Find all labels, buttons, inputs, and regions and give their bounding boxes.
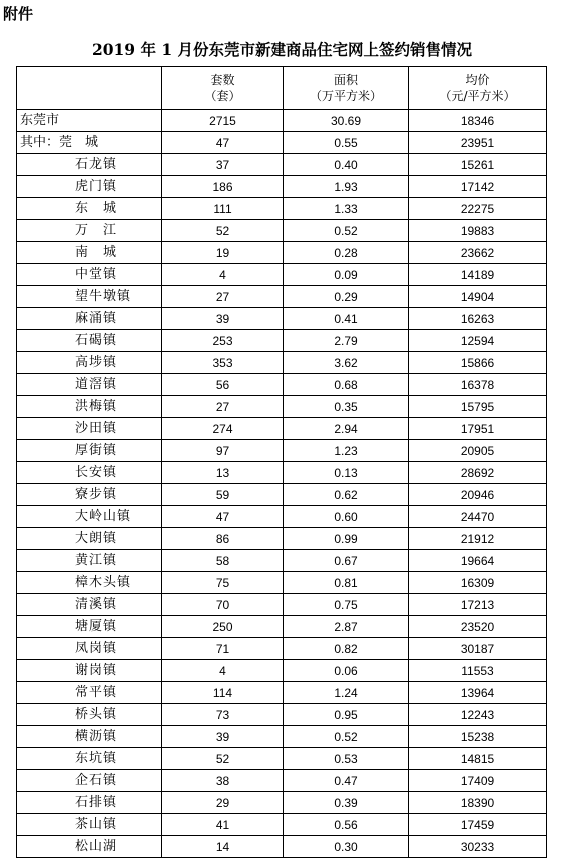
cell-region: 望牛墩镇 xyxy=(17,286,162,308)
cell-units: 56 xyxy=(162,374,284,396)
cell-units: 353 xyxy=(162,352,284,374)
cell-units: 73 xyxy=(162,704,284,726)
table-row xyxy=(17,484,547,506)
cell-region: 大朗镇 xyxy=(17,528,162,550)
cell-units: 27 xyxy=(162,396,284,418)
cell-units: 52 xyxy=(162,220,284,242)
table-row xyxy=(17,660,547,682)
cell-units: 75 xyxy=(162,572,284,594)
cell-price: 12243 xyxy=(409,704,547,726)
table-row xyxy=(17,242,547,264)
cell-price: 12594 xyxy=(409,330,547,352)
cell-area: 1.23 xyxy=(284,440,409,462)
cell-area: 0.55 xyxy=(284,132,409,154)
cell-region: 石排镇 xyxy=(17,792,162,814)
cell-price: 15866 xyxy=(409,352,547,374)
cell-price: 16309 xyxy=(409,572,547,594)
cell-units: 27 xyxy=(162,286,284,308)
cell-price: 19664 xyxy=(409,550,547,572)
cell-price: 16378 xyxy=(409,374,547,396)
cell-price: 23951 xyxy=(409,132,547,154)
cell-region: 横沥镇 xyxy=(17,726,162,748)
cell-price: 23520 xyxy=(409,616,547,638)
cell-units: 97 xyxy=(162,440,284,462)
cell-price: 14189 xyxy=(409,264,547,286)
sales-table xyxy=(16,66,547,858)
cell-price: 15261 xyxy=(409,154,547,176)
cell-region: 麻涌镇 xyxy=(17,308,162,330)
header-units-label: 套数 xyxy=(210,73,235,87)
table-row xyxy=(17,176,547,198)
cell-region: 其中：莞 城 xyxy=(17,132,162,154)
cell-price: 30233 xyxy=(409,836,547,858)
table-row xyxy=(17,770,547,792)
cell-units: 39 xyxy=(162,308,284,330)
cell-area: 0.75 xyxy=(284,594,409,616)
cell-area: 3.62 xyxy=(284,352,409,374)
cell-price: 18390 xyxy=(409,792,547,814)
cell-price: 20946 xyxy=(409,484,547,506)
sales-table-body xyxy=(17,67,547,858)
cell-area: 0.29 xyxy=(284,286,409,308)
cell-price: 20905 xyxy=(409,440,547,462)
table-row xyxy=(17,550,547,572)
cell-units: 111 xyxy=(162,198,284,220)
cell-area: 30.69 xyxy=(284,110,409,132)
cell-region: 凤岗镇 xyxy=(17,638,162,660)
cell-price: 17409 xyxy=(409,770,547,792)
cell-area: 0.53 xyxy=(284,748,409,770)
table-row xyxy=(17,396,547,418)
table-row xyxy=(17,440,547,462)
cell-region: 东莞市 xyxy=(17,110,162,132)
cell-price: 22275 xyxy=(409,198,547,220)
cell-units: 253 xyxy=(162,330,284,352)
cell-price: 16263 xyxy=(409,308,547,330)
header-price-label: 均价 xyxy=(465,73,490,87)
cell-area: 1.33 xyxy=(284,198,409,220)
table-row xyxy=(17,528,547,550)
cell-area: 0.56 xyxy=(284,814,409,836)
table-row xyxy=(17,814,547,836)
cell-units: 250 xyxy=(162,616,284,638)
table-row xyxy=(17,726,547,748)
cell-region: 企石镇 xyxy=(17,770,162,792)
cell-region: 石龙镇 xyxy=(17,154,162,176)
cell-region: 万 江 xyxy=(17,220,162,242)
header-price-unit: （元/平方米） xyxy=(439,89,516,103)
cell-price: 21912 xyxy=(409,528,547,550)
cell-area: 0.62 xyxy=(284,484,409,506)
cell-units: 37 xyxy=(162,154,284,176)
header-cell-area xyxy=(284,67,409,110)
cell-region: 桥头镇 xyxy=(17,704,162,726)
cell-region: 长安镇 xyxy=(17,462,162,484)
header-area-label: 面积 xyxy=(333,73,358,87)
header-units-unit: （套） xyxy=(204,89,241,103)
cell-region: 中堂镇 xyxy=(17,264,162,286)
table-row xyxy=(17,704,547,726)
cell-area: 0.39 xyxy=(284,792,409,814)
cell-area: 0.30 xyxy=(284,836,409,858)
table-row xyxy=(17,792,547,814)
cell-area: 0.52 xyxy=(284,220,409,242)
cell-price: 14904 xyxy=(409,286,547,308)
cell-units: 47 xyxy=(162,506,284,528)
cell-units: 41 xyxy=(162,814,284,836)
cell-area: 1.24 xyxy=(284,682,409,704)
cell-area: 0.47 xyxy=(284,770,409,792)
cell-area: 1.93 xyxy=(284,176,409,198)
table-row xyxy=(17,638,547,660)
cell-price: 18346 xyxy=(409,110,547,132)
table-row xyxy=(17,418,547,440)
cell-area: 0.68 xyxy=(284,374,409,396)
table-row xyxy=(17,682,547,704)
table-row xyxy=(17,110,547,132)
cell-area: 0.09 xyxy=(284,264,409,286)
cell-units: 70 xyxy=(162,594,284,616)
cell-units: 58 xyxy=(162,550,284,572)
cell-units: 4 xyxy=(162,660,284,682)
cell-price: 14815 xyxy=(409,748,547,770)
cell-area: 0.60 xyxy=(284,506,409,528)
cell-area: 0.52 xyxy=(284,726,409,748)
cell-region: 大岭山镇 xyxy=(17,506,162,528)
cell-units: 114 xyxy=(162,682,284,704)
cell-units: 71 xyxy=(162,638,284,660)
cell-region: 塘厦镇 xyxy=(17,616,162,638)
cell-region: 沙田镇 xyxy=(17,418,162,440)
table-row xyxy=(17,594,547,616)
cell-price: 23662 xyxy=(409,242,547,264)
cell-price: 11553 xyxy=(409,660,547,682)
cell-units: 19 xyxy=(162,242,284,264)
cell-units: 52 xyxy=(162,748,284,770)
cell-area: 0.41 xyxy=(284,308,409,330)
cell-units: 59 xyxy=(162,484,284,506)
table-row xyxy=(17,352,547,374)
table-row xyxy=(17,330,547,352)
cell-price: 19883 xyxy=(409,220,547,242)
cell-units: 38 xyxy=(162,770,284,792)
cell-units: 186 xyxy=(162,176,284,198)
cell-units: 13 xyxy=(162,462,284,484)
table-row xyxy=(17,286,547,308)
table-row xyxy=(17,308,547,330)
cell-price: 17459 xyxy=(409,814,547,836)
header-cell-units xyxy=(162,67,284,110)
table-row xyxy=(17,154,547,176)
table-row xyxy=(17,616,547,638)
cell-units: 86 xyxy=(162,528,284,550)
table-row xyxy=(17,572,547,594)
table-row xyxy=(17,264,547,286)
cell-area: 0.40 xyxy=(284,154,409,176)
table-header-row xyxy=(17,67,547,110)
cell-area: 2.94 xyxy=(284,418,409,440)
table-row xyxy=(17,462,547,484)
cell-price: 24470 xyxy=(409,506,547,528)
cell-area: 0.13 xyxy=(284,462,409,484)
cell-region: 石碣镇 xyxy=(17,330,162,352)
table-row xyxy=(17,220,547,242)
cell-region: 常平镇 xyxy=(17,682,162,704)
table-row xyxy=(17,132,547,154)
cell-region: 茶山镇 xyxy=(17,814,162,836)
cell-area: 0.82 xyxy=(284,638,409,660)
cell-region: 洪梅镇 xyxy=(17,396,162,418)
cell-units: 29 xyxy=(162,792,284,814)
table-row xyxy=(17,374,547,396)
cell-region: 清溪镇 xyxy=(17,594,162,616)
header-cell-price xyxy=(409,67,547,110)
cell-units: 39 xyxy=(162,726,284,748)
cell-region: 谢岗镇 xyxy=(17,660,162,682)
cell-region: 东坑镇 xyxy=(17,748,162,770)
page-title: 2019 年 1 月份东莞市新建商品住宅网上签约销售情况 xyxy=(91,40,473,59)
cell-units: 274 xyxy=(162,418,284,440)
cell-region: 樟木头镇 xyxy=(17,572,162,594)
cell-units: 14 xyxy=(162,836,284,858)
cell-price: 15795 xyxy=(409,396,547,418)
cell-price: 15238 xyxy=(409,726,547,748)
cell-area: 0.35 xyxy=(284,396,409,418)
cell-region: 高埗镇 xyxy=(17,352,162,374)
cell-area: 0.67 xyxy=(284,550,409,572)
cell-price: 13964 xyxy=(409,682,547,704)
header-cell-region xyxy=(17,67,162,110)
cell-area: 0.99 xyxy=(284,528,409,550)
cell-area: 0.95 xyxy=(284,704,409,726)
table-row xyxy=(17,748,547,770)
cell-price: 30187 xyxy=(409,638,547,660)
cell-region: 厚街镇 xyxy=(17,440,162,462)
cell-price: 17213 xyxy=(409,594,547,616)
attachment-label: 附件 xyxy=(3,5,34,23)
cell-region: 道滘镇 xyxy=(17,374,162,396)
table-row xyxy=(17,198,547,220)
cell-area: 2.87 xyxy=(284,616,409,638)
cell-region: 松山湖 xyxy=(17,836,162,858)
cell-region: 南 城 xyxy=(17,242,162,264)
cell-area: 0.06 xyxy=(284,660,409,682)
header-area-unit: （万平方米） xyxy=(309,89,382,103)
cell-units: 2715 xyxy=(162,110,284,132)
cell-region: 黄江镇 xyxy=(17,550,162,572)
cell-area: 0.81 xyxy=(284,572,409,594)
cell-units: 47 xyxy=(162,132,284,154)
cell-region: 寮步镇 xyxy=(17,484,162,506)
cell-price: 28692 xyxy=(409,462,547,484)
cell-area: 0.28 xyxy=(284,242,409,264)
cell-price: 17142 xyxy=(409,176,547,198)
cell-region: 虎门镇 xyxy=(17,176,162,198)
cell-area: 2.79 xyxy=(284,330,409,352)
cell-units: 4 xyxy=(162,264,284,286)
cell-price: 17951 xyxy=(409,418,547,440)
cell-region: 东 城 xyxy=(17,198,162,220)
table-row xyxy=(17,506,547,528)
